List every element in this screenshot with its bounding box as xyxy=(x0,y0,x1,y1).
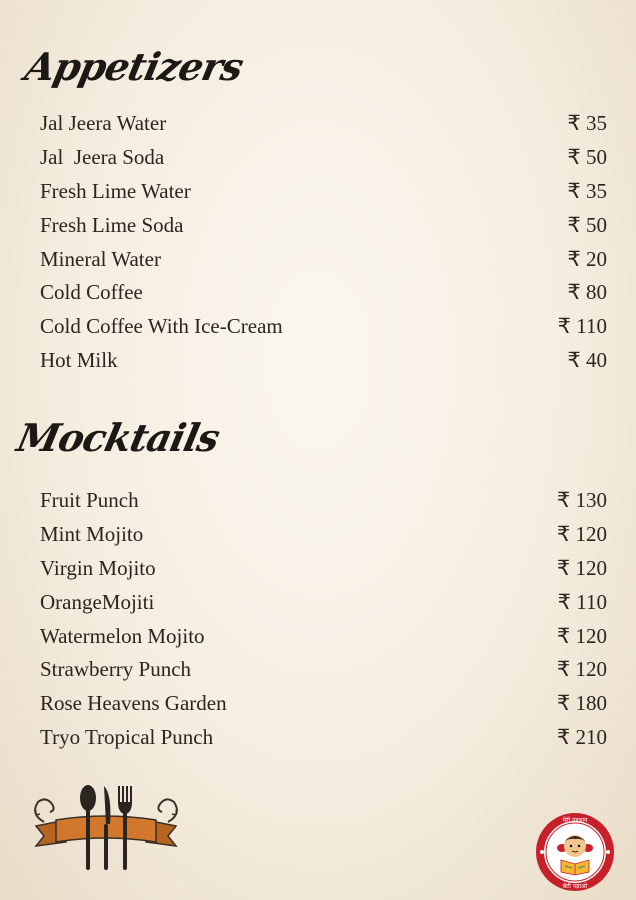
menu-item-price: ₹ 20 xyxy=(567,246,607,271)
menu-item-name: Fruit Punch xyxy=(40,488,139,513)
menu-item-row xyxy=(40,310,607,344)
mocktails-list xyxy=(40,484,607,754)
badge-top-text: मेरी पहचान xyxy=(562,817,588,824)
section-title-appetizers: Appetizers xyxy=(21,44,247,89)
menu-item-price: ₹ 80 xyxy=(567,280,607,305)
menu-item-row xyxy=(40,141,607,175)
menu-item-price: ₹ 110 xyxy=(557,589,607,614)
menu-item-price: ₹ 120 xyxy=(556,555,607,580)
menu-item-name: Mineral Water xyxy=(40,246,161,271)
menu-item-name: OrangeMojiti xyxy=(40,589,155,614)
menu-item-row xyxy=(40,619,607,653)
menu-item-row xyxy=(40,585,607,619)
menu-item-price: ₹ 120 xyxy=(556,623,607,648)
cutlery-logo-icon xyxy=(26,784,186,874)
menu-item-name: Rose Heavens Garden xyxy=(40,691,227,716)
menu-item-name: Mint Mojito xyxy=(40,522,144,547)
menu-item-row xyxy=(40,653,607,687)
menu-item-price: ₹ 180 xyxy=(556,691,607,716)
menu-item-name: Jal Jeera Water xyxy=(40,111,167,136)
menu-item-name: Tryo Tropical Punch xyxy=(40,724,214,749)
menu-item-price: ₹ 120 xyxy=(556,657,607,682)
menu-item-row xyxy=(40,518,607,552)
menu-item-row xyxy=(40,687,607,721)
menu-item-row xyxy=(40,344,607,378)
badge-bottom-text: बेटी पढ़ाओ xyxy=(562,883,588,890)
menu-item-name: Cold Coffee With Ice-Cream xyxy=(40,314,283,339)
menu-item-name: Strawberry Punch xyxy=(40,657,192,682)
menu-item-name: Hot Milk xyxy=(40,347,118,372)
menu-item-price: ₹ 50 xyxy=(567,212,607,237)
menu-item-name: Watermelon Mojito xyxy=(40,623,205,648)
section-title-mocktails: Mocktails xyxy=(13,415,224,460)
menu-item-name: Cold Coffee xyxy=(40,280,143,305)
menu-item-price: ₹ 130 xyxy=(556,488,607,513)
menu-item-price: ₹ 35 xyxy=(567,111,607,136)
menu-item-name: Fresh Lime Water xyxy=(40,178,191,203)
menu-item-price: ₹ 210 xyxy=(556,724,607,749)
beti-padhao-badge-icon xyxy=(535,812,615,892)
menu-item-row xyxy=(40,107,607,141)
menu-item-name: Fresh Lime Soda xyxy=(40,212,184,237)
menu-item-row xyxy=(40,208,607,242)
menu-item-price: ₹ 35 xyxy=(567,178,607,203)
menu-item-price: ₹ 120 xyxy=(556,522,607,547)
menu-item-row xyxy=(40,276,607,310)
menu-item-price: ₹ 40 xyxy=(567,347,607,372)
menu-item-price: ₹ 50 xyxy=(567,145,607,170)
menu-item-name: Virgin Mojito xyxy=(40,555,156,580)
appetizers-list xyxy=(40,107,607,377)
menu-item-row xyxy=(40,175,607,209)
menu-item-row xyxy=(40,484,607,518)
menu-item-price: ₹ 110 xyxy=(557,314,607,339)
menu-item-name: Jal Jeera Soda xyxy=(40,145,165,170)
menu-item-row xyxy=(40,242,607,276)
menu-item-row xyxy=(40,721,607,755)
menu-item-row xyxy=(40,552,607,586)
